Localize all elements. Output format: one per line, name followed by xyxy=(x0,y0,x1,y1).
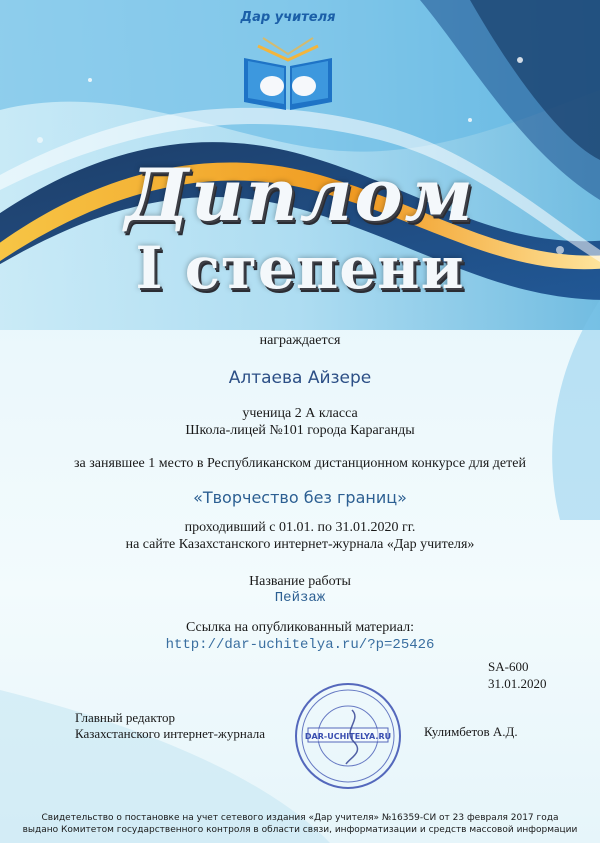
stamp-center-text: DAR-UCHITELYA.RU xyxy=(304,732,392,741)
student-line: ученица 2 А класса xyxy=(242,406,358,421)
certificate-date: 31.01.2020 xyxy=(488,676,547,691)
certificate-info xyxy=(488,658,547,692)
school-line: Школа-лицей №101 города Караганды xyxy=(185,423,415,438)
editor-title-line2: Казахстанского интернет-журнала xyxy=(75,726,266,741)
contest-period: проходивший с 01.01. по 31.01.2020 гг. xyxy=(184,520,416,535)
editor-title-line1: Главный редактор xyxy=(75,710,175,725)
awarded-label: награждается xyxy=(259,333,341,348)
footer-line2: выдано Комитетом государственного контроля в области связи, информатизации и средств массовой информации xyxy=(22,825,578,835)
diploma-title: Диплом xyxy=(125,152,475,237)
contest-site: на сайте Казахстанского интернет-журнала «Дар учителя» xyxy=(125,537,475,552)
logo xyxy=(228,6,348,126)
publication-link[interactable]: http://dar-uchitelya.ru/?p=25426 xyxy=(165,637,435,653)
open-book-hands-icon xyxy=(228,24,348,124)
work-label: Название работы xyxy=(249,574,351,589)
footer-line1: Свидетельство о постановке на учет сетевого издания «Дар учителя» №16359-СИ от 23 февраля 2017 года xyxy=(41,813,559,823)
achievement-text: за занявшее 1 место в Республиканском дистанционном конкурсе для детей xyxy=(74,456,526,471)
diploma-degree: I степени xyxy=(135,234,465,302)
link-label: Ссылка на опубликованный материал: xyxy=(186,620,414,635)
editor-title xyxy=(75,710,265,742)
work-title: Пейзаж xyxy=(274,590,326,606)
official-stamp xyxy=(292,680,404,792)
certificate-code: SA-600 xyxy=(488,659,529,674)
registration-footer xyxy=(0,812,600,836)
recipient-name: Алтаева Айзере xyxy=(228,368,372,388)
editor-name: Кулимбетов А.Д. xyxy=(424,724,518,739)
logo-text: Дар учителя xyxy=(240,10,336,25)
contest-name: «Творчество без границ» xyxy=(193,488,407,507)
